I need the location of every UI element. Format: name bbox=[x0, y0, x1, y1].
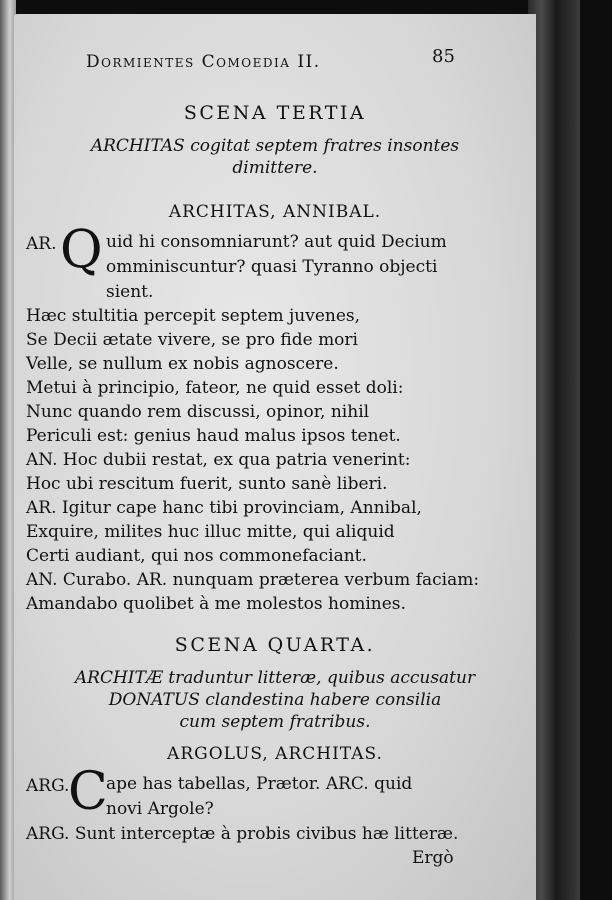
verse-line: AN. Hoc dubii restat, ex qua patria venerint: bbox=[26, 450, 411, 470]
scene-3-opening-line-3: sient. bbox=[106, 282, 154, 302]
scene-4-opening-line-1: ape has tabellas, Prætor. ARC. quid bbox=[106, 774, 413, 794]
scene-3-title: SCENA TERTIA bbox=[183, 102, 367, 124]
scene-4-cast: ARGOLUS, ARCHITAS. bbox=[167, 744, 383, 764]
verse-line: Exquire, milites huc illuc mitte, qui aliquid bbox=[26, 522, 395, 542]
scene-3-argument-line-1: ARCHITAS cogitat septem fratres insontes bbox=[90, 136, 460, 156]
verse-line: Amandabo quolibet à me molestos homines. bbox=[26, 594, 406, 614]
verse-line: Certi audiant, qui nos commonefaciant. bbox=[26, 546, 367, 566]
scene-4-title: SCENA QUARTA. bbox=[174, 634, 376, 656]
verse-line: Metui à principio, fateor, ne quid esset doli: bbox=[26, 378, 404, 398]
scene-3-opening-line-1: uid hi consomniarunt? aut quid Decium bbox=[106, 232, 447, 252]
verse-line: Velle, se nullum ex nobis agnoscere. bbox=[26, 354, 339, 374]
catchword: Ergò bbox=[412, 848, 454, 868]
scene-3-drop-cap: Q bbox=[60, 220, 103, 280]
scene-4-argument-line-3: cum septem fratribus. bbox=[179, 712, 371, 732]
verse-line: ARG. Sunt interceptæ à probis civibus hæ litteræ. bbox=[26, 824, 459, 844]
verse-line: Nunc quando rem discussi, opinor, nihil bbox=[26, 402, 370, 422]
page-number: 85 bbox=[432, 46, 455, 67]
verse-line: Se Decii ætate vivere, se pro fide mori bbox=[26, 330, 358, 350]
scene-4-speaker: ARG. bbox=[26, 776, 70, 796]
scene-3-speaker: AR. bbox=[26, 234, 57, 254]
scene-4-opening-line-2: novi Argole? bbox=[106, 799, 214, 819]
verse-line: Hæc stultitia percepit septem juvenes, bbox=[26, 306, 361, 326]
verse-line: Hoc ubi rescitum fuerit, sunto sanè liberi. bbox=[26, 474, 388, 494]
scene-3-argument-line-2: dimittere. bbox=[232, 158, 318, 178]
running-head: Dormientes Comoedia II. bbox=[86, 52, 321, 72]
scene-4-argument-line-2: DONATUS clandestina habere consilia bbox=[108, 690, 442, 710]
verse-line: AR. Igitur cape hanc tibi provinciam, Annibal, bbox=[26, 498, 422, 518]
scene-4-drop-cap: C bbox=[68, 762, 108, 822]
scene-4-argument-line-1: ARCHITÆ traduntur litteræ, quibus accusatur bbox=[74, 668, 476, 688]
book-page bbox=[14, 14, 536, 900]
scene-3-cast: ARCHITAS, ANNIBAL. bbox=[168, 202, 382, 222]
scene-3-opening-line-2: omminiscuntur? quasi Tyranno objecti bbox=[106, 257, 438, 277]
verse-line: Periculi est: genius haud malus ipsos tenet. bbox=[26, 426, 401, 446]
verse-line: AN. Curabo. AR. nunquam præterea verbum faciam: bbox=[26, 570, 480, 590]
